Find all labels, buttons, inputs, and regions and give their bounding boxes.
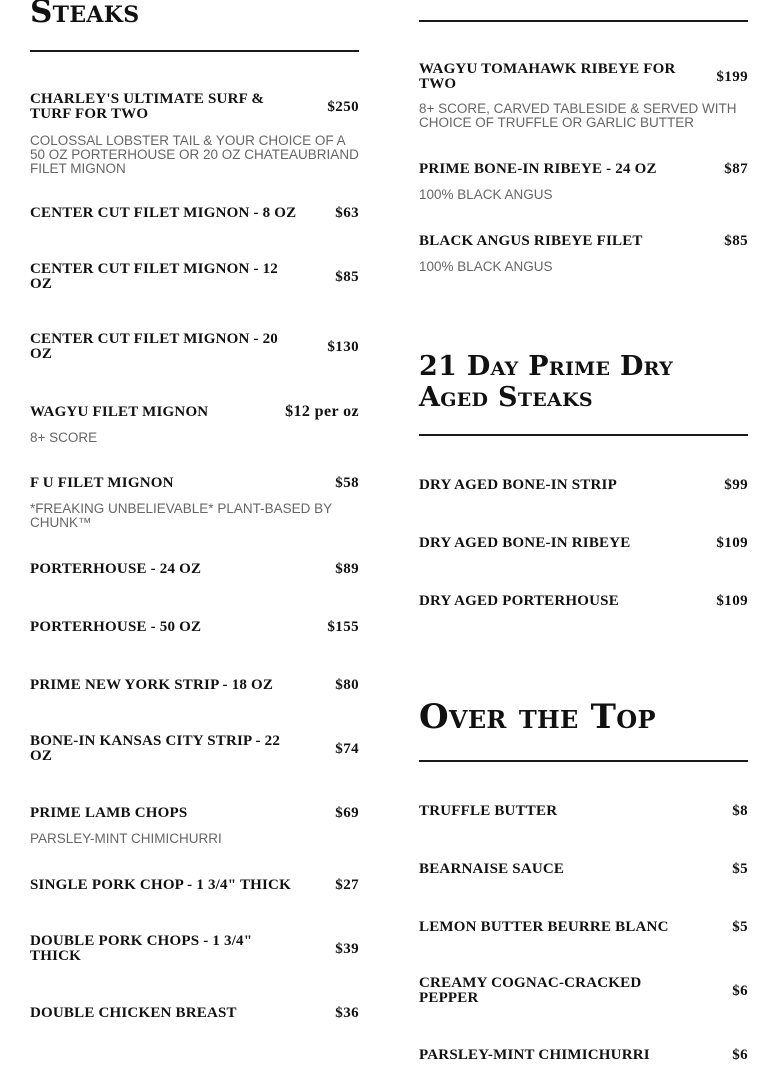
item-name: DOUBLE CHICKEN BREAST	[30, 1005, 237, 1021]
item-name: BONE-IN KANSAS CITY STRIP - 22 OZ	[30, 733, 281, 764]
menu-item	[30, 332, 359, 362]
item-price: $69	[335, 805, 359, 821]
item-price: $250	[327, 98, 359, 115]
item-description: 8+ SCORE, CARVED TABLESIDE & SERVED WITH CHOICE OF TRUFFLE OR GARLIC BUTTER	[419, 101, 737, 130]
menu-item	[30, 205, 359, 222]
menu-item	[419, 1047, 748, 1064]
item-price: $12 per oz	[285, 403, 359, 420]
menu-item	[30, 734, 359, 764]
menu-item	[419, 593, 748, 610]
menu-item	[30, 1005, 359, 1022]
item-name: PRIME NEW YORK STRIP - 18 OZ	[30, 677, 274, 693]
item-price: $5	[732, 861, 748, 877]
menu-item	[419, 535, 748, 552]
item-price: $58	[335, 475, 359, 491]
section-divider	[30, 50, 359, 52]
menu-item	[30, 262, 359, 292]
item-price: $6	[732, 1047, 748, 1063]
item-name: BEARNAISE SAUCE	[419, 861, 565, 877]
section-title-dry-aged: 21 Day Prime Dry Aged Steaks	[419, 351, 674, 413]
item-price: $155	[327, 619, 359, 635]
section-title-steaks: Steaks	[30, 0, 140, 30]
menu-item	[419, 976, 748, 1006]
item-name: F U FILET MIGNON	[30, 475, 174, 491]
menu-item	[30, 805, 359, 846]
menu-item	[30, 877, 359, 894]
item-name: CHARLEY'S ULTIMATE SURF & TURF FOR TWO	[30, 91, 265, 122]
menu-item	[30, 92, 359, 176]
menu-item	[30, 677, 359, 694]
item-price: $8	[732, 803, 748, 819]
item-price: $36	[335, 1005, 359, 1021]
item-price: $85	[335, 268, 359, 285]
item-price: $80	[335, 677, 359, 693]
item-price: $5	[732, 919, 748, 935]
menu-item	[419, 477, 748, 494]
section-divider	[419, 760, 748, 762]
item-name: DRY AGED BONE-IN RIBEYE	[419, 535, 631, 551]
item-price: $74	[335, 740, 359, 757]
menu-item	[419, 803, 748, 820]
item-description: 100% BLACK ANGUS	[419, 259, 553, 274]
menu-item	[30, 561, 359, 578]
item-name: LEMON BUTTER BEURRE BLANC	[419, 919, 669, 935]
item-price: $6	[732, 982, 748, 999]
item-price: $87	[724, 161, 748, 177]
item-description: COLOSSAL LOBSTER TAIL & YOUR CHOICE OF A 50 OZ PORTERHOUSE OR 20 OZ CHATEAUBRIAND FILET MIGNON	[30, 133, 359, 176]
item-price: $199	[716, 68, 748, 85]
item-name: PORTERHOUSE - 24 OZ	[30, 561, 202, 577]
item-price: $130	[327, 338, 359, 355]
item-name: WAGYU FILET MIGNON	[30, 403, 209, 420]
item-price: $109	[716, 535, 748, 551]
item-name: PARSLEY-MINT CHIMICHURRI	[419, 1047, 650, 1063]
item-description: 8+ SCORE	[30, 430, 98, 445]
item-name: PRIME BONE-IN RIBEYE - 24 OZ	[419, 161, 657, 177]
item-description: 100% BLACK ANGUS	[419, 187, 553, 202]
menu-item	[30, 934, 359, 964]
item-price: $99	[724, 477, 748, 493]
item-name: TRUFFLE BUTTER	[419, 803, 558, 819]
item-price: $109	[716, 593, 748, 609]
item-price: $39	[335, 940, 359, 957]
item-description: *FREAKING UNBELIEVABLE* PLANT-BASED BY CHUNK™	[30, 501, 332, 530]
item-price: $27	[335, 877, 359, 893]
menu-item	[419, 161, 748, 202]
item-name: CENTER CUT FILET MIGNON - 12 OZ	[30, 261, 278, 292]
item-price: $63	[335, 205, 359, 221]
item-name: SINGLE PORK CHOP - 1 3/4" THICK	[30, 877, 291, 893]
item-name: PORTERHOUSE - 50 OZ	[30, 619, 202, 635]
menu-item	[30, 475, 359, 530]
item-name: DRY AGED PORTERHOUSE	[419, 593, 619, 609]
section-divider	[419, 20, 748, 22]
item-price: $85	[724, 233, 748, 249]
item-name: WAGYU TOMAHAWK RIBEYE FOR TWO	[419, 61, 676, 92]
menu-item	[419, 233, 748, 274]
item-name: DOUBLE PORK CHOPS - 1 3/4" THICK	[30, 933, 253, 964]
menu-item	[30, 403, 359, 445]
item-name: CENTER CUT FILET MIGNON - 8 OZ	[30, 205, 297, 221]
item-name: DRY AGED BONE-IN STRIP	[419, 477, 617, 493]
item-name: BLACK ANGUS RIBEYE FILET	[419, 233, 643, 249]
menu-item	[419, 861, 748, 878]
item-price: $89	[335, 561, 359, 577]
menu-item	[30, 619, 359, 636]
menu-item	[419, 62, 748, 130]
item-description: PARSLEY-MINT CHIMICHURRI	[30, 831, 222, 846]
item-name: PRIME LAMB CHOPS	[30, 805, 188, 821]
menu-item	[419, 919, 748, 936]
item-name: CREAMY COGNAC-CRACKED PEPPER	[419, 975, 642, 1006]
item-name: CENTER CUT FILET MIGNON - 20 OZ	[30, 331, 278, 362]
section-title-over-the-top: Over the Top	[419, 697, 656, 737]
section-divider	[419, 434, 748, 436]
